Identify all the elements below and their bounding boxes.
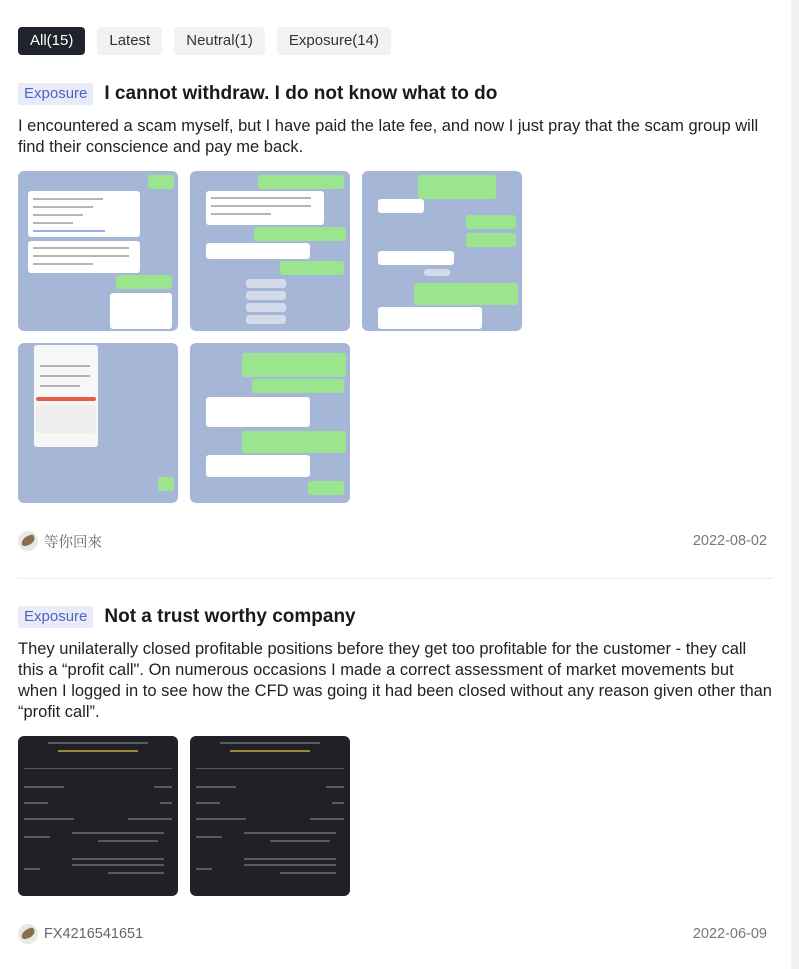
- review-header: [18, 80, 773, 108]
- filter-tabs: [18, 27, 391, 55]
- filter-latest[interactable]: Latest: [97, 27, 162, 55]
- eagle-avatar-icon: [18, 531, 38, 551]
- review-image[interactable]: [18, 736, 178, 896]
- scrollbar[interactable]: [791, 0, 799, 969]
- review-user[interactable]: [18, 531, 102, 552]
- review-tag: Exposure: [18, 606, 93, 628]
- review-footer: [18, 923, 773, 945]
- review-username[interactable]: 等你回來: [44, 534, 102, 551]
- filter-all[interactable]: All(15): [18, 27, 85, 55]
- review-card: [18, 80, 773, 551]
- review-image[interactable]: [362, 171, 522, 331]
- review-title[interactable]: Not a trust worthy company: [104, 606, 356, 627]
- review-date: 2022-06-09: [692, 926, 767, 942]
- review-footer: [18, 530, 773, 552]
- review-card: [18, 603, 773, 942]
- filter-neutral[interactable]: Neutral(1): [174, 27, 265, 55]
- review-image[interactable]: [18, 343, 178, 503]
- review-date: 2022-08-02: [692, 533, 767, 549]
- review-body: They unilaterally closed profitable positions before they get too profitable for the customer - they call this a “profit call". On numerous occasions I made a correct assessment of market movements but when I logged in to see how the CFD was going it had been closed without any reason given other than “profit call”.: [18, 640, 772, 721]
- review-image[interactable]: [190, 736, 350, 896]
- divider: [18, 578, 773, 579]
- review-title[interactable]: I cannot withdraw. I do not know what to do: [104, 83, 498, 104]
- review-body: I encountered a scam myself, but I have paid the late fee, and now I just pray that the scam group will find their conscience and pay me back.: [18, 117, 759, 156]
- review-image[interactable]: [190, 171, 350, 331]
- review-image[interactable]: [190, 343, 350, 503]
- review-username[interactable]: FX4216541651: [44, 926, 144, 942]
- review-header: [18, 603, 773, 631]
- review-tag: Exposure: [18, 83, 93, 105]
- review-user[interactable]: [18, 924, 143, 944]
- filter-exposure[interactable]: Exposure(14): [277, 27, 391, 55]
- review-image[interactable]: [18, 171, 178, 331]
- eagle-avatar-icon: [18, 924, 38, 944]
